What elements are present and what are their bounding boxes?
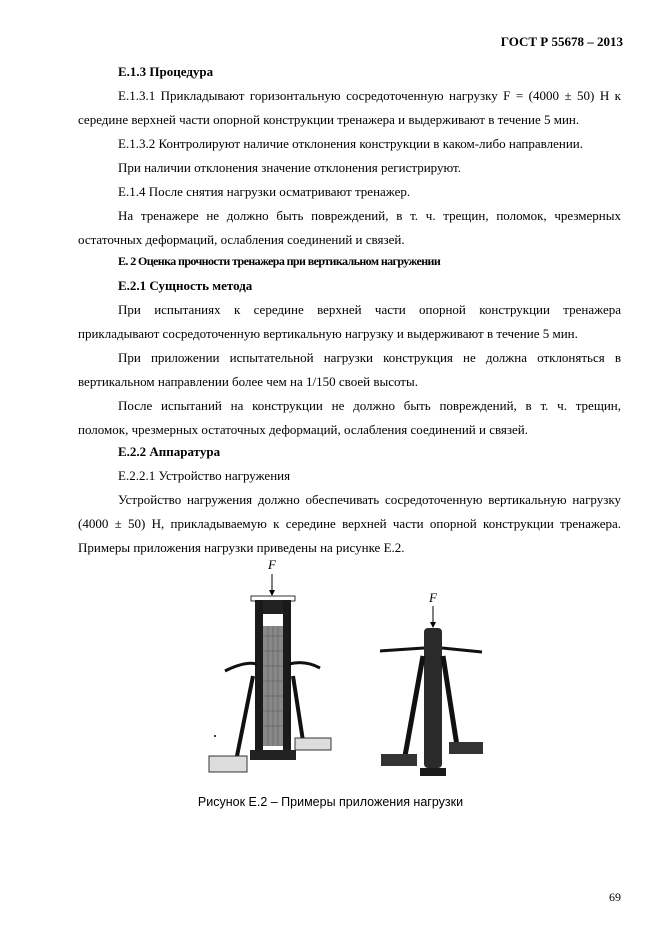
right-trainer-illustration (380, 590, 483, 776)
force-label-left: F (268, 557, 276, 572)
page-number: 69 (609, 890, 621, 904)
section-e21-title: Е.2.1 Сущность метода (118, 278, 253, 293)
paragraph-e21-p1-line1: При испытаниях к середине верхней части опорной конструкции тренажера (118, 302, 621, 317)
paragraph-e131-line2: середине верхней части опорной конструкции тренажера и выдерживают в течение 5 мин. (78, 112, 580, 127)
paragraph-e131-line1: Е.1.3.1 Прикладывают горизонтальную сосредоточенную нагрузку F = (4000 ± 50) Н к (118, 88, 621, 103)
paragraph-e21-p2-line1: При приложении испытательной нагрузки конструкция не должна отклоняться в (118, 350, 621, 365)
paragraph-device-line3: Примеры приложения нагрузки приведены на рисунке Е.2. (78, 540, 405, 555)
paragraph-device-line1: Устройство нагружения должно обеспечивать сосредоточенную вертикальную нагрузку (118, 492, 621, 507)
left-trainer-illustration (209, 557, 331, 772)
paragraph-e21-p3-line1: После испытаний на конструкции не должно быть повреждений, в т. ч. трещин, (118, 398, 621, 413)
section-e2-title: Е. 2 Оценка прочности тренажера при вертикальном нагружении (118, 254, 441, 268)
figure-e2 (195, 556, 495, 786)
section-e13-title: Е.1.3 Процедура (118, 64, 214, 79)
paragraph-e14: Е.1.4 После снятия нагрузки осматривают тренажер. (118, 184, 411, 199)
paragraph-e221: Е.2.2.1 Устройство нагружения (118, 468, 291, 483)
paragraph-deviation: При наличии отклонения значение отклонения регистрируют. (118, 160, 461, 175)
paragraph-damage-line1: На тренажере не должно быть повреждений, в т. ч. трещин, поломок, чрезмерных (118, 208, 621, 223)
standard-header: ГОСТ Р 55678 – 2013 (500, 34, 623, 49)
paragraph-e21-p3-line2: поломок, чрезмерных остаточных деформаций, ослабления соединений и связей. (78, 422, 529, 437)
figure-caption: Рисунок Е.2 – Примеры приложения нагрузки (197, 795, 464, 809)
force-label-right: F (429, 590, 437, 605)
paragraph-e132: Е.1.3.2 Контролируют наличие отклонения конструкции в каком-либо направлении. (118, 136, 583, 151)
section-e22-title: Е.2.2 Аппаратура (118, 444, 221, 459)
paragraph-e21-p1-line2: прикладывают сосредоточенную вертикальную нагрузку и выдерживают в течение 5 мин. (78, 326, 578, 341)
figure-e2-illustration (195, 556, 495, 786)
paragraph-damage-line2: остаточных деформаций, ослабления соединений и связей. (78, 232, 405, 247)
paragraph-device-line2: (4000 ± 50) Н, прикладываемую к середине верхней части опорной конструкции тренажера. (78, 516, 621, 531)
paragraph-e21-p2-line2: вертикальном направлении более чем на 1/150 своей высоты. (78, 374, 418, 389)
